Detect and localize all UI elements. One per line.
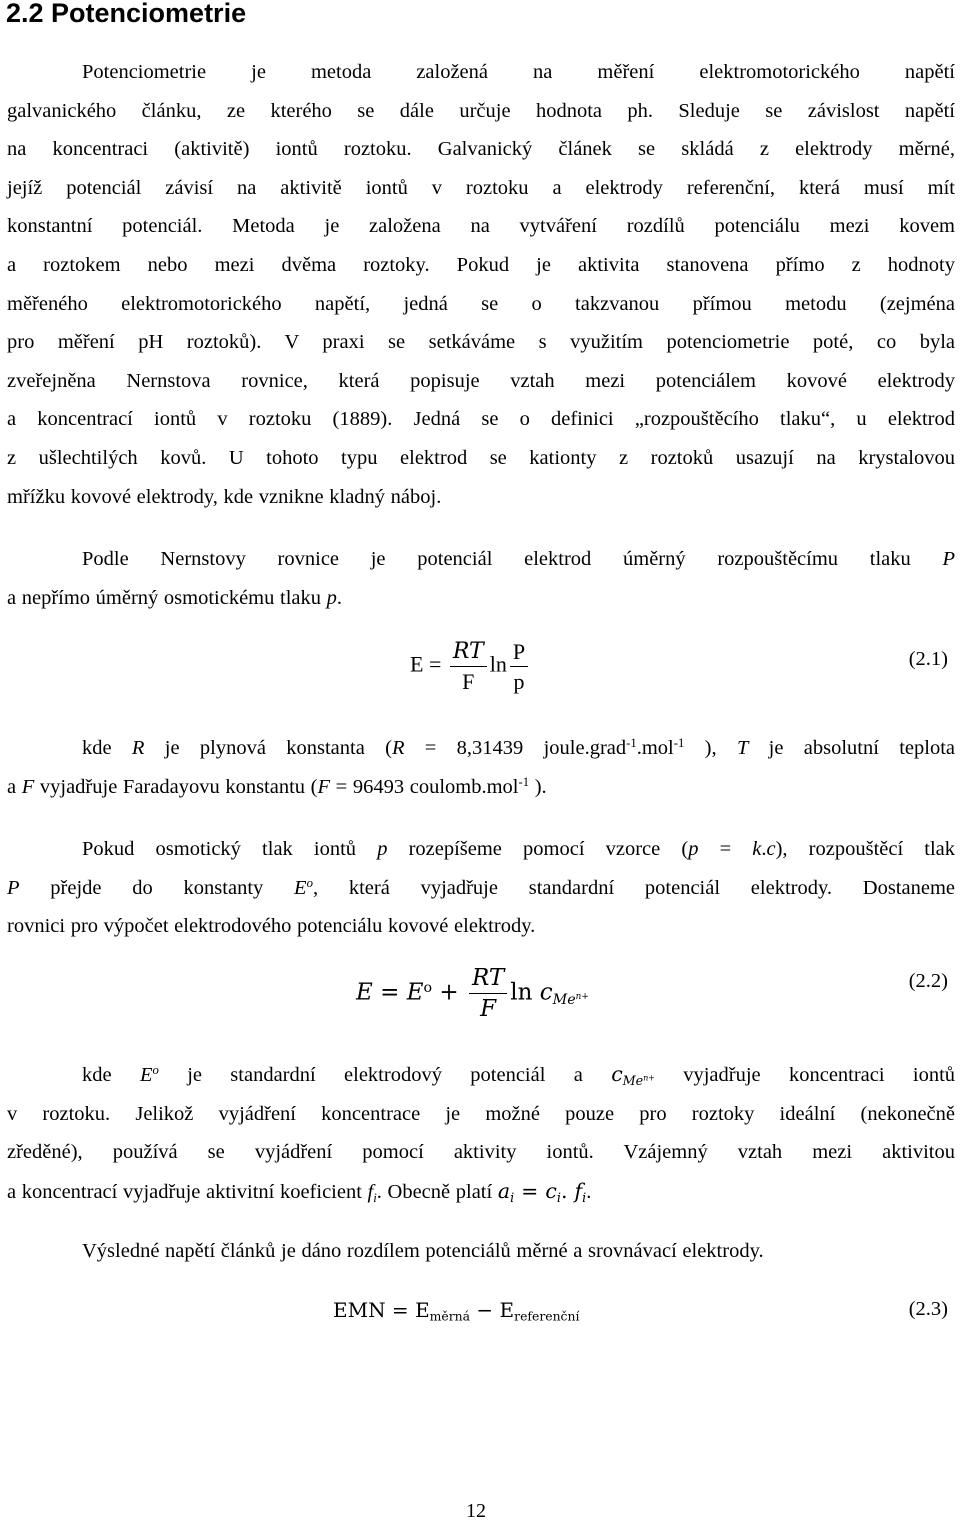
text-line: zveřejněna Nernstova rovnice, která popisuje vztah mezi potenciálem kovové elektrody xyxy=(7,369,955,392)
paragraph-result xyxy=(7,1232,955,1271)
page-number: 12 xyxy=(466,1500,486,1522)
text-run: kde xyxy=(82,1064,112,1086)
ln-operator: ln xyxy=(510,979,533,1006)
paragraph-nernst xyxy=(7,540,955,617)
math-var: R xyxy=(391,737,405,759)
math-var: f xyxy=(367,1180,374,1203)
superscript: n+ xyxy=(575,992,589,1003)
text-line: Potenciometrie je metoda založená na měření elektromotorického napětí xyxy=(82,61,955,83)
text-run: . xyxy=(761,838,767,860)
text-run: . Obecně platí xyxy=(376,1180,493,1203)
subscript xyxy=(623,1073,655,1088)
text-line xyxy=(7,768,955,807)
math-var: c xyxy=(611,1062,623,1086)
superscript: o xyxy=(152,1063,159,1078)
equation-number: (2.3) xyxy=(908,1298,948,1320)
text-run: = xyxy=(698,838,753,860)
text-line xyxy=(7,1172,955,1212)
text-line: v roztoku. Jelikož vyjádření koncentrace je možné pouze pro roztoky ideální (nekonečně xyxy=(7,1102,955,1125)
eq-plus: + xyxy=(439,979,459,1006)
text-line: zředěné), používá se vyjádření pomocí aktivity iontů. Vzájemný vztah mezi aktivitou xyxy=(7,1141,955,1164)
paragraph-osmotic xyxy=(7,830,955,946)
eq-lhs: E = xyxy=(410,651,442,677)
math-var: F xyxy=(21,775,35,798)
superscript: o xyxy=(306,875,313,890)
fraction-rt-f xyxy=(450,640,487,693)
text-line: mřížku kovové elektrody, kde vznikne kladný náboj. xyxy=(7,485,442,508)
eq-minus: − xyxy=(476,1298,494,1322)
text-run: a xyxy=(7,775,17,798)
text-run: vyjadřuje koncentraci iontů xyxy=(683,1064,956,1086)
math-var: R xyxy=(131,737,145,759)
text-run: rozepíšeme pomocí vzorce ( xyxy=(408,838,689,860)
equation-2-2 xyxy=(356,966,589,1021)
math-var: p xyxy=(326,586,337,609)
text-run: kde xyxy=(82,737,112,759)
text-line: Výsledné napětí článků je dáno rozdílem potenciálů měrné a srovnávací elektrody. xyxy=(82,1240,764,1262)
superscript: n+ xyxy=(643,1073,655,1083)
text-line: měřeného elektromotorického napětí, jedná se o takzvanou přímou metodu (zejména xyxy=(7,292,955,315)
paragraph-activity xyxy=(7,1055,955,1211)
subscript: i xyxy=(582,1189,587,1205)
inline-equation xyxy=(498,1179,586,1203)
math-var: k xyxy=(752,838,762,860)
text-run: je standardní elektrodový potenciál a xyxy=(187,1064,583,1086)
text-run: . xyxy=(336,586,342,609)
eq-lhs: EMN = xyxy=(333,1298,409,1322)
text-run: je absolutní teplota xyxy=(768,737,956,759)
superscript: -1 xyxy=(673,736,685,751)
superscript: -1 xyxy=(518,774,530,789)
text-line xyxy=(7,540,955,579)
text-run: a koncentrací vyjadřuje aktivitní koeficient xyxy=(7,1180,362,1203)
eq-var: E xyxy=(356,979,373,1006)
text-line: a roztokem nebo mezi dvěma roztoky. Pokud je aktivita stanovena přímo z hodnoty xyxy=(7,253,955,276)
text-line: z ušlechtilých kovů. U tohoto typu elektrod se kationty z roztoků usazují na krystalovou xyxy=(7,446,955,469)
text-run: ), xyxy=(684,737,717,759)
math-var: F xyxy=(317,775,331,798)
text-line: galvanického článku, ze kterého se dále určuje hodnota ph. Sleduje se závislost napětí xyxy=(7,99,955,122)
eq-var: c xyxy=(539,979,553,1006)
text-run: Pokud osmotický tlak iontů xyxy=(82,838,357,860)
math-var: E xyxy=(139,1064,153,1086)
text-run: = 96493 coulomb.mol xyxy=(330,775,519,798)
eq-equals: = xyxy=(521,1178,539,1203)
text-line: konstantní potenciál. Metoda je založena na vytváření rozdílů potenciálu mezi kovem xyxy=(7,215,955,238)
text-line xyxy=(7,1055,955,1095)
subscript-text: Me xyxy=(622,1072,644,1088)
math-var: E xyxy=(294,876,307,899)
text-run: = 8,31439 joule.grad xyxy=(404,737,627,759)
fraction-numerator: P xyxy=(510,640,528,667)
subscript-text: Me xyxy=(552,991,576,1008)
text-line xyxy=(7,729,955,768)
section-heading: 2.2 Potenciometrie xyxy=(6,0,247,28)
text-run: ), rozpouštěcí tlak xyxy=(775,838,956,860)
paragraph-intro xyxy=(7,53,955,516)
text-run: ). xyxy=(529,775,547,798)
paragraph-constants xyxy=(7,729,955,806)
superscript: -1 xyxy=(626,736,637,751)
superscript: o xyxy=(423,979,433,996)
text-line: pro měření pH roztoků). V praxi se setkáváme s využitím potenciometrie poté, co byla xyxy=(7,331,955,354)
fraction-denominator: F xyxy=(480,996,497,1023)
eq-var: E xyxy=(406,979,424,1006)
subscript: i xyxy=(556,1189,561,1205)
fraction-p-p xyxy=(510,640,528,693)
fraction-denominator: p xyxy=(513,669,525,695)
fraction-denominator: F xyxy=(462,669,475,695)
subscript xyxy=(553,992,589,1008)
text-line: jejíž potenciál závisí na aktivitě iontů v roztoku a elektrody referenční, která musí mít xyxy=(7,176,955,199)
text-run: vyjadřuje Faradayovu konstantu ( xyxy=(39,775,318,798)
math-var: P xyxy=(942,548,956,570)
eq-equals: = xyxy=(380,979,400,1006)
text-line: a koncentrací iontů v roztoku (1889). Jedná se o definici „rozpouštěcího tlaku“, u elektrod xyxy=(7,408,955,431)
math-var: c xyxy=(545,1178,557,1203)
text-run: je plynová konstanta ( xyxy=(164,737,392,759)
equation-number: (2.1) xyxy=(908,648,948,670)
subscript: referenční xyxy=(514,1308,580,1324)
subscript: měrná xyxy=(429,1308,471,1324)
text-run: Podle Nernstovy rovnice je potenciál elektrod úměrný rozpouštěcímu tlaku xyxy=(82,548,911,570)
ln-operator: ln xyxy=(489,651,507,677)
text-run: a nepřímo úměrný osmotickému tlaku xyxy=(7,586,321,609)
subscript: i xyxy=(510,1189,515,1205)
eq-var: E xyxy=(415,1298,430,1322)
text-line: na koncentraci (aktivitě) iontů roztoku. Galvanický článek se skládá z elektrody měrné, xyxy=(7,138,955,161)
fraction-numerator: RT xyxy=(450,640,487,667)
math-var: P xyxy=(7,876,20,899)
math-var: c xyxy=(766,838,776,860)
text-run: . xyxy=(586,1180,592,1203)
math-var: p xyxy=(377,838,388,860)
text-line xyxy=(7,579,955,618)
text-run: .mol xyxy=(636,737,674,759)
equation-2-3 xyxy=(333,1298,579,1322)
equation-number: (2.2) xyxy=(908,970,948,992)
math-var: p xyxy=(688,838,699,860)
subscript: i xyxy=(373,1190,377,1205)
fraction-numerator: RT xyxy=(469,966,507,994)
math-var: f xyxy=(574,1178,583,1203)
text-run: , která vyjadřuje standardní potenciál elektrody. Dostaneme xyxy=(312,876,955,899)
text-line: rovnici pro výpočet elektrodového potenciálu kovové elektrody. xyxy=(7,915,536,938)
text-run: přejde do konstanty xyxy=(50,876,264,899)
text-line xyxy=(7,830,955,869)
math-var: a xyxy=(497,1178,511,1203)
fraction-rt-f xyxy=(469,966,507,1021)
text-line xyxy=(7,869,955,908)
math-var: T xyxy=(736,737,749,759)
eq-dot: . xyxy=(560,1178,568,1203)
equation-2-1 xyxy=(410,640,531,693)
eq-var: E xyxy=(499,1298,515,1322)
